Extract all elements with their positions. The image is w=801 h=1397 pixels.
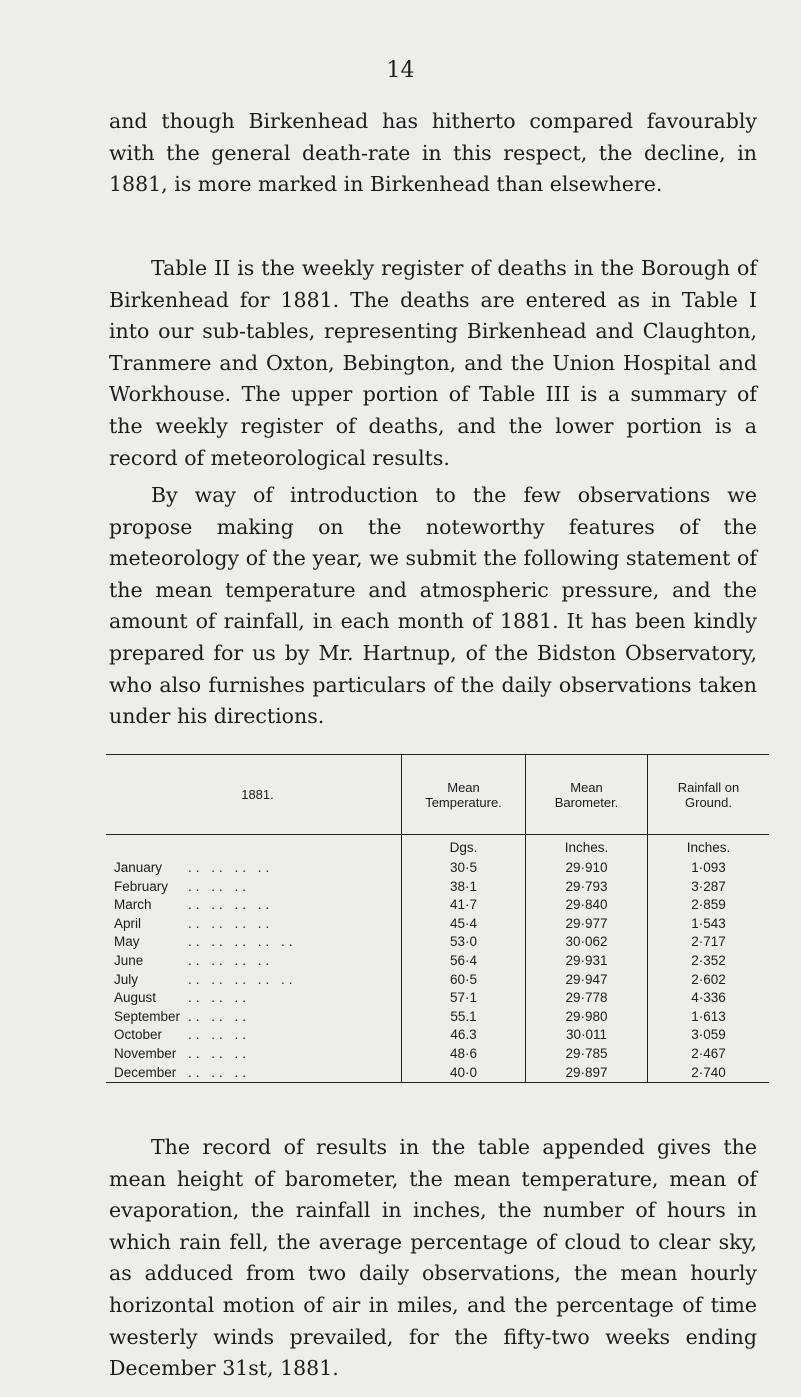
month-name: February <box>114 878 169 894</box>
barometer-cell: 29·785 <box>526 1045 648 1064</box>
barometer-cell: 29·910 <box>526 859 648 878</box>
table-row <box>106 1064 769 1083</box>
leader-dots: .. .. .. <box>188 1064 251 1080</box>
barometer-cell: 29·980 <box>526 1008 648 1027</box>
barometer-cell: 29·977 <box>526 915 648 934</box>
header-rainfall <box>648 755 770 835</box>
paragraph-record-of-results: The record of results in the table appended gives the mean height of barometer, the mean temperature, mean of evaporation, the rainfall in inches, the number of hours in which rain fell, the average percentage of cloud to clear sky, as adduced from two daily observations, the mean hourly horizontal motion of air in miles, and the percentage of time westerly winds prevailed, for the fifty-two weeks ending December 31st, 1881. <box>109 1135 757 1381</box>
month-name: December <box>114 1064 177 1080</box>
table-row <box>106 1045 769 1064</box>
header-rainfall-line2: Ground. <box>685 794 732 810</box>
temperature-cell: 57·1 <box>402 989 526 1008</box>
month-cell <box>106 915 402 934</box>
month-cell <box>106 859 402 878</box>
page-number: 14 <box>386 58 415 83</box>
table-row <box>106 933 769 952</box>
table-row <box>106 859 769 878</box>
month-name: August <box>114 990 157 1006</box>
month-cell <box>106 878 402 897</box>
meteorology-table <box>106 754 769 1083</box>
table-row <box>106 896 769 915</box>
rainfall-cell: 1·093 <box>691 860 726 875</box>
rainfall-cell: 4·336 <box>691 990 726 1006</box>
temperature-cell: 53·0 <box>402 933 526 952</box>
rainfall-cell: 2·859 <box>691 897 726 913</box>
temperature-cell: 46.3 <box>402 1026 526 1045</box>
temperature-cell: 48·6 <box>402 1045 526 1064</box>
rainfall-cell: 2·602 <box>691 971 726 987</box>
leader-dots: .. .. .. .. <box>188 897 274 913</box>
table-row <box>106 971 769 990</box>
month-name: April <box>114 915 142 931</box>
month-cell <box>106 1008 402 1027</box>
table-row <box>106 952 769 971</box>
leader-dots: .. .. .. <box>188 1027 251 1043</box>
barometer-cell: 29·931 <box>526 952 648 971</box>
month-cell <box>106 933 402 952</box>
month-name: October <box>114 1027 163 1043</box>
rainfall-cell: 3·287 <box>691 878 726 894</box>
month-cell <box>106 1026 402 1045</box>
header-temperature-line2: Temperature. <box>425 794 502 810</box>
meteorology-table-container <box>106 754 758 1083</box>
rainfall-cell: 2·740 <box>648 1064 770 1083</box>
leader-dots: .. .. .. .. .. <box>188 971 297 987</box>
table-row <box>106 1026 769 1045</box>
barometer-cell: 29·793 <box>526 878 648 897</box>
month-name: July <box>114 971 139 987</box>
temperature-cell: 41·7 <box>402 896 526 915</box>
barometer-cell: 29·778 <box>526 989 648 1008</box>
month-cell <box>106 989 402 1008</box>
paragraph-meteorology-introduction: By way of introduction to the few observations we propose making on the noteworthy features of the meteorology of the year, we submit the following statement of the mean temperature and atmospheric pressure, and the amount of rainfall, in each month of 1881. It has been kindly prepared for us by Mr. Hartnup, of the Bidston Observatory, who also furnishes particulars of the daily observations taken under his directions. <box>109 483 757 729</box>
paragraph-table-description: Table II is the weekly register of deaths in the Borough of Birkenhead for 1881. The deaths are entered as in Table I into our sub-tables, representing Birkenhead and Claughton, Tranmere and Oxton, Bebington, and the Union Hospital and Workhouse. The upper portion of Table III is a summary of the weekly register of deaths, and the lower portion is a record of meteorological results. <box>109 256 757 470</box>
header-barometer-line1: Mean <box>570 779 603 795</box>
month-name: June <box>114 952 144 968</box>
unit-barometer: Inches. <box>526 835 648 860</box>
month-name: March <box>114 897 152 913</box>
leader-dots: .. .. .. <box>188 1008 251 1024</box>
table-row <box>106 878 769 897</box>
month-name: May <box>114 934 140 950</box>
barometer-cell: 30·062 <box>526 933 648 952</box>
table-header-row <box>106 755 769 835</box>
temperature-cell: 60·5 <box>402 971 526 990</box>
unit-rainfall: Inches. <box>686 840 731 855</box>
paragraph-intro: and though Birkenhead has hitherto compared favourably with the general death-rate in this respect, the decline, in 1881, is more marked in Birkenhead than elsewhere. <box>109 109 757 197</box>
barometer-cell: 29·897 <box>526 1064 648 1083</box>
month-name: November <box>114 1045 177 1061</box>
header-barometer <box>526 755 648 835</box>
month-cell <box>106 1064 402 1083</box>
barometer-cell: 29·947 <box>526 971 648 990</box>
temperature-cell: 56·4 <box>402 952 526 971</box>
table-row <box>106 989 769 1008</box>
rainfall-cell: 2·717 <box>691 934 726 950</box>
rainfall-cell: 2·467 <box>691 1045 726 1061</box>
rainfall-cell: 1·543 <box>691 915 726 931</box>
header-temperature-line1: Mean <box>447 779 480 795</box>
month-name: September <box>114 1008 181 1024</box>
table-body <box>106 835 769 1083</box>
leader-dots: .. .. .. .. <box>188 860 274 875</box>
units-month-cell <box>106 835 402 860</box>
units-row <box>106 835 769 860</box>
temperature-cell: 38·1 <box>402 878 526 897</box>
month-cell <box>106 971 402 990</box>
leader-dots: .. .. .. <box>188 990 251 1006</box>
barometer-cell: 29·840 <box>526 896 648 915</box>
leader-dots: .. .. .. <box>188 878 251 894</box>
month-name: January <box>114 860 163 875</box>
header-rainfall-line1: Rainfall on <box>677 779 740 795</box>
barometer-cell: 30·011 <box>526 1026 648 1045</box>
leader-dots: .. .. .. .. <box>188 952 274 968</box>
leader-dots: .. .. .. .. <box>188 915 274 931</box>
header-barometer-line2: Barometer. <box>554 794 619 810</box>
unit-temperature: Dgs. <box>402 835 526 860</box>
leader-dots: .. .. .. <box>188 1045 251 1061</box>
month-cell <box>106 952 402 971</box>
table-row <box>106 1008 769 1027</box>
temperature-cell: 55.1 <box>402 1008 526 1027</box>
month-cell <box>106 1045 402 1064</box>
temperature-cell: 40·0 <box>402 1064 526 1083</box>
rainfall-cell: 1·613 <box>691 1008 726 1024</box>
rainfall-cell: 2·352 <box>691 952 726 968</box>
temperature-cell: 45·4 <box>402 915 526 934</box>
rainfall-cell: 3·059 <box>691 1027 726 1043</box>
header-year: 1881. <box>106 755 402 835</box>
temperature-cell: 30·5 <box>402 859 526 878</box>
month-cell <box>106 896 402 915</box>
table-row <box>106 915 769 934</box>
header-temperature <box>402 755 526 835</box>
leader-dots: .. .. .. .. .. <box>188 934 297 950</box>
